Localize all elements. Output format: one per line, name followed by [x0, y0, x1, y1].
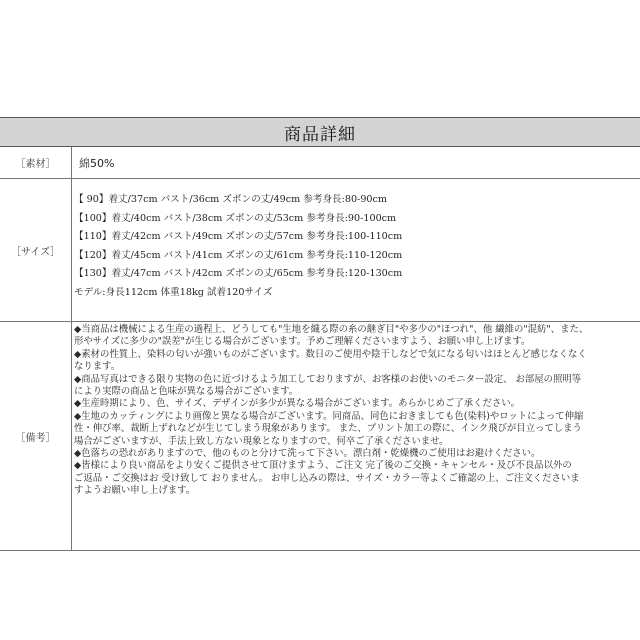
notes-line: ◆商品写真はできる限り実物の色に近づけるよう加工しておりますが、お客様のお使いのモニター設定、 お部屋の照明等 [74, 373, 582, 385]
notes-line: により実際の商品と色味が異なる場合がございます。 [74, 386, 299, 398]
size-line-100: 【100】着丈/40cm バスト/38cm ズボンの丈/53cm 参考身長:90-100cm [74, 212, 397, 224]
table-title: 商品詳細 [0, 117, 640, 147]
notes-line: 場合がございますが、手法上致し方ない現象となりますので、何卒ご了承くださいませ。 [74, 435, 449, 447]
model-info-line: モデル:身長112cm 体重18kg 試着120サイズ [74, 286, 273, 298]
notes-line: ご返品・ご交換はお 受け致して おりません。 お申し込みの際は、サイズ・カラー等よくご確認の上、ご注文くださいま [74, 472, 580, 484]
notes-line: ◆生地のカッティングにより画像と異なる場合がございます。同商品、同色におきましても色(染料)やロットによって伸縮 [74, 410, 584, 422]
size-label: ［サイズ］ [0, 179, 72, 321]
notes-line: ◆当商品は機械による生産の過程上、どうしても"生地を織る際の糸の継ぎ目"や多少の"ほつれ"、他 繊維の"混紡"、また、 [74, 324, 589, 335]
notes-line: すようお願い申し上げます。 [74, 485, 196, 497]
product-detail-table [0, 117, 640, 551]
notes-line: 形やサイズに多少の"誤差"が生じる場合がございます。予めご理解くださいますよう、お願い申し上げます。 [74, 336, 531, 348]
notes-line: ◆生産時期により、色、サイズ、デザインが多少が異なる場合がございます。あらかじめご了承ください。 [74, 398, 520, 410]
size-line-90: 【 90】着丈/37cm バスト/36cm ズボンの丈/49cm 参考身長:80-90cm [74, 194, 387, 205]
size-row [0, 179, 640, 322]
material-row [0, 147, 640, 179]
notes-line: ◆色落ちの恐れがありますので、他のものと分けて洗って下さい。漂白剤・乾燥機のご使用はお避けください。 [74, 448, 541, 460]
size-list [74, 191, 402, 302]
material-value: 綿50% [79, 156, 115, 170]
notes-line: ◆素材の性質上、染料の匂いが強いものがございます。数日のご使用や陰干しなどで気になる匂いはほとんど感じなくなく [74, 348, 587, 360]
size-line-120: 【120】着丈/45cm バスト/41cm ズボンの丈/61cm 参考身長:110-120cm [74, 249, 403, 261]
notes-content [72, 322, 640, 550]
size-line-130: 【130】着丈/47cm バスト/42cm ズボンの丈/65cm 参考身長:120-130cm [74, 268, 403, 279]
notes-line: 性・伸び率、裁断上ずれなどが生じてしまう現象があります。 また、プリント加工の際に、インク飛びが目立ってしまう [74, 423, 582, 435]
notes-row [0, 322, 640, 551]
material-label: ［素材］ [0, 147, 72, 178]
size-line-110: 【110】着丈/42cm バスト/49cm ズボンの丈/57cm 参考身長:100-110cm [74, 231, 403, 242]
size-content [72, 179, 640, 321]
notes-label: ［備考］ [0, 322, 72, 550]
notes-line: なります。 [74, 361, 121, 373]
notes-list [74, 324, 634, 498]
notes-line: ◆皆様により良い商品をより安くご提供させて頂けますよう、ご注文 完了後のご交換・キャンセル・及び不良品以外の [74, 460, 572, 472]
